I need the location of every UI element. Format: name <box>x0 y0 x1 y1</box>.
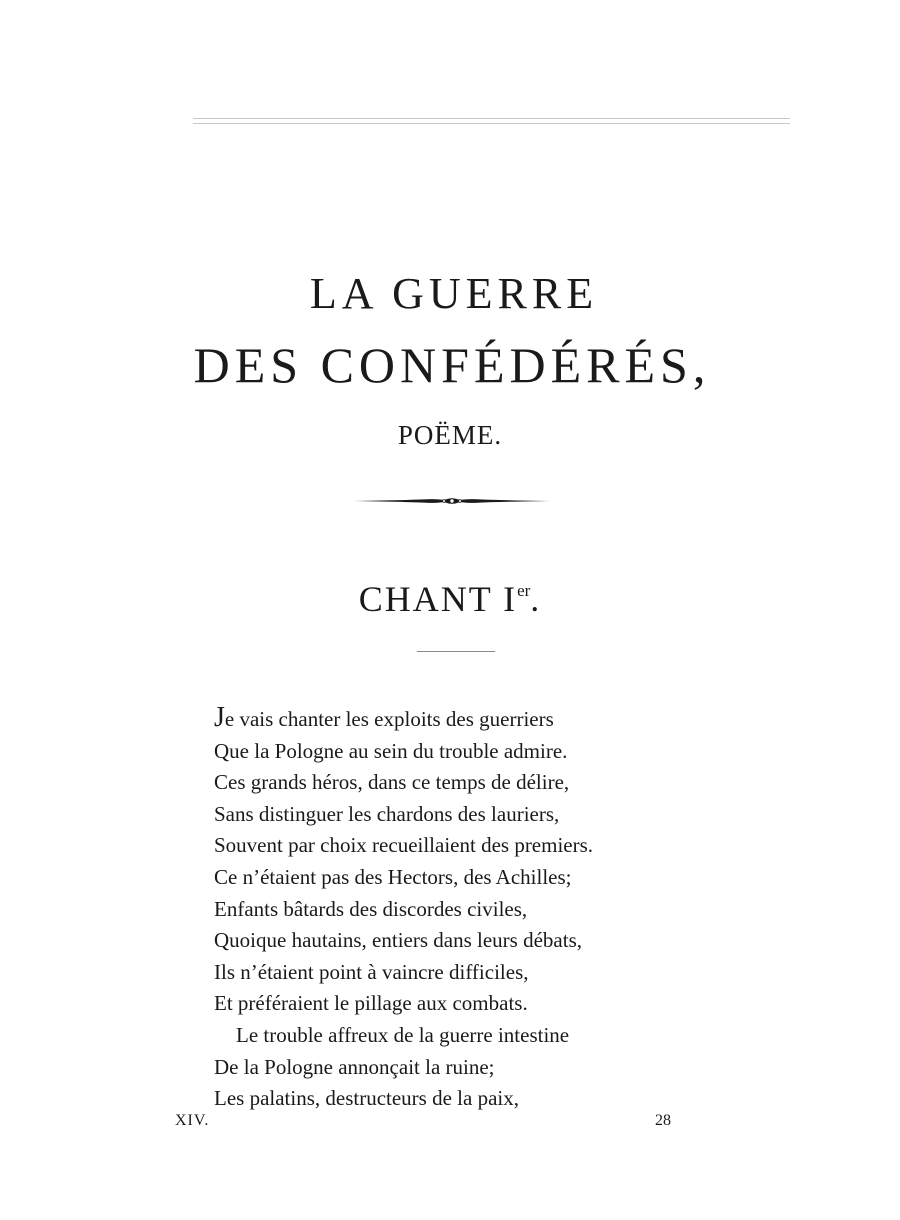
verse-line: Et préféraient le pillage aux combats. <box>214 991 528 1016</box>
chant-heading <box>0 578 900 620</box>
ornament-divider-icon <box>354 494 550 508</box>
verse-line: Que la Pologne au sein du trouble admire. <box>214 738 568 763</box>
verse-line: Le trouble affreux de la guerre intestine <box>236 1022 570 1047</box>
verse-line: Enfants bâtards des discordes civiles, <box>214 896 528 921</box>
poem-verse <box>214 704 593 1115</box>
page-number: 28 <box>655 1112 671 1129</box>
verse-line: Sans distinguer les chardons des lauriers, <box>214 801 560 826</box>
title-line-2: DES CONFÉDÉRÉS, <box>193 337 711 393</box>
verse-line: Les palatins, destructeurs de la paix, <box>214 1086 519 1111</box>
verse-line: Ils n’étaient point à vaincre difficiles, <box>214 959 529 984</box>
verse-line-text: e vais chanter les exploits des guerriers <box>224 707 554 731</box>
verse-line: Ce n’étaient pas des Hectors, des Achilles; <box>214 864 572 889</box>
verse-line <box>214 704 593 736</box>
subtitle: POËME. <box>397 420 503 450</box>
signature-mark: XIV. <box>175 1112 210 1129</box>
verse-line: Quoique hautains, entiers dans leurs débats, <box>214 928 582 953</box>
verse-line: Ces grands héros, dans ce temps de délire, <box>214 770 570 795</box>
verse-line: Souvent par choix recueillaient des premiers. <box>214 833 594 858</box>
header-double-rule <box>193 118 790 124</box>
title-line-1: LA GUERRE <box>309 269 599 318</box>
chant-rule <box>417 651 495 652</box>
initial-letter: J <box>214 702 225 733</box>
chant-period: . <box>530 579 542 619</box>
verse-line: De la Pologne annonçait la ruine; <box>214 1054 495 1079</box>
chant-label: CHANT I <box>358 579 518 619</box>
chant-superscript: er <box>517 581 531 600</box>
